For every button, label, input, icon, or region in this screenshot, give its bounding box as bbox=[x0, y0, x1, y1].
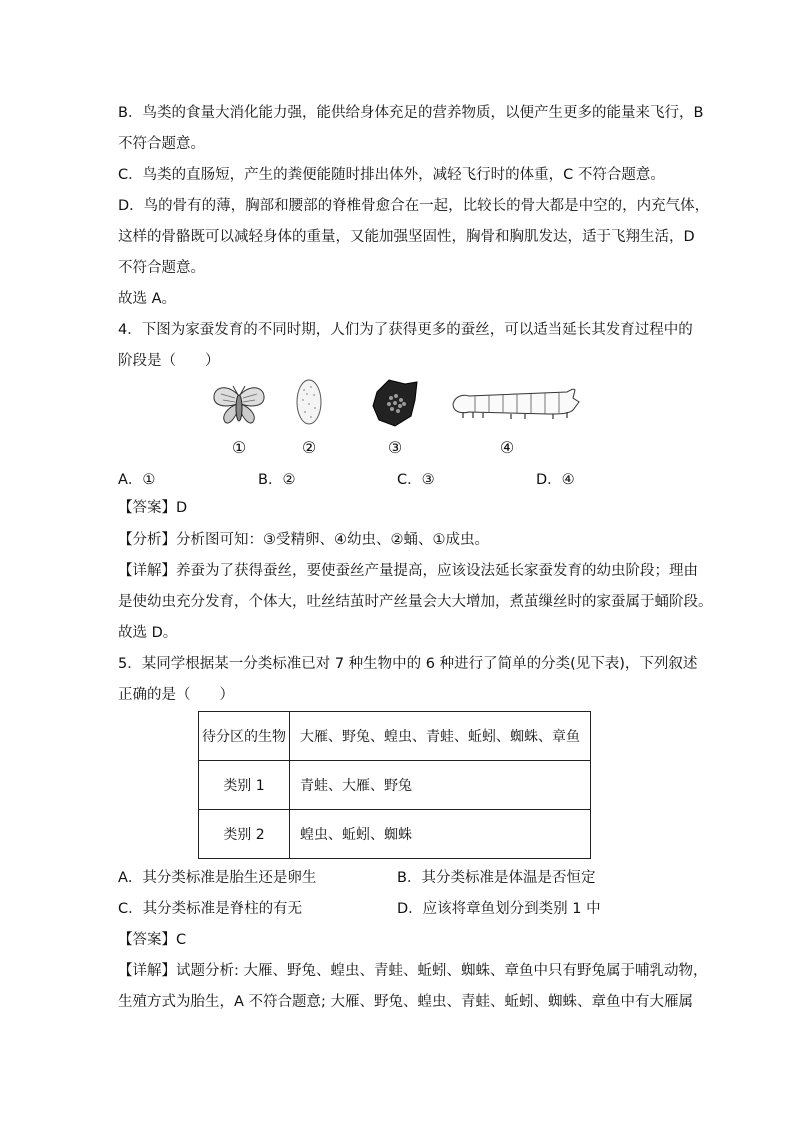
text-line: 故选 A。 bbox=[118, 291, 177, 307]
text-line: C．鸟类的直肠短，产生的粪便能随时排出体外，减轻飞行时的体重，C 不符合题意。 bbox=[118, 167, 665, 183]
table-row bbox=[199, 810, 591, 859]
option-a: A．① bbox=[118, 472, 156, 488]
detail-text: 【详解】试题分析: 大雁、野兔、蝗虫、青蛙、蚯蚓、蜘蛛、章鱼中只有野兔属于哺乳动物， bbox=[118, 963, 708, 979]
moth-icon bbox=[211, 382, 267, 432]
classification-table bbox=[198, 711, 591, 859]
table-row bbox=[199, 761, 591, 810]
option-a: A．其分类标准是胎生还是卵生 bbox=[118, 870, 317, 886]
table-cell: 蝗虫、蚯蚓、蜘蛛 bbox=[290, 810, 591, 859]
table-cell: 大雁、野兔、蝗虫、青蛙、蚯蚓、蜘蛛、章鱼 bbox=[290, 712, 591, 761]
cocoon-icon bbox=[295, 378, 323, 426]
larva-icon bbox=[449, 388, 581, 422]
detail-text: 是使幼虫充分发育，个体大，吐丝结茧时产丝量会大大增加，煮茧缫丝时的家蚕属于蛹阶段。 bbox=[118, 594, 713, 610]
option-c: C．③ bbox=[397, 472, 435, 488]
figure-label: ③ bbox=[387, 438, 403, 457]
text-line: 不符合题意。 bbox=[118, 136, 205, 152]
table-cell: 类别 2 bbox=[199, 810, 290, 859]
answer-label: 【答案】D bbox=[118, 500, 188, 516]
text-line: 这样的骨骼既可以减轻身体的重量，又能加强坚固性，胸骨和胸肌发达，适于飞翔生活，D bbox=[118, 229, 695, 245]
detail-text: 【详解】养蚕为了获得蚕丝，要使蚕丝产量提高，应该设法延长家蚕发育的幼虫阶段；理由 bbox=[118, 563, 698, 579]
text-line: D．鸟的骨有的薄，胸部和腰部的脊椎骨愈合在一起，比较长的骨大都是中空的，内充气体， bbox=[118, 198, 710, 214]
figure-label: ② bbox=[301, 438, 317, 457]
question-4-stem: 阶段是（ ） bbox=[118, 353, 220, 369]
answer-label: 【答案】C bbox=[118, 932, 187, 948]
question-4-stem: 4．下图为家蚕发育的不同时期，人们为了获得更多的蚕丝，可以适当延长其发育过程中的 bbox=[118, 322, 693, 338]
figure-label: ① bbox=[231, 438, 247, 457]
figure-label: ④ bbox=[499, 438, 515, 457]
table-cell: 青蛙、大雁、野兔 bbox=[290, 761, 591, 810]
table-row bbox=[199, 712, 591, 761]
eggs-on-leaf-icon bbox=[371, 378, 419, 428]
option-b: B．其分类标准是体温是否恒定 bbox=[397, 870, 596, 886]
silkworm-stages-figure bbox=[211, 376, 611, 456]
analysis-text: 【分析】分析图可知：③受精卵、④幼虫、②蛹、①成虫。 bbox=[118, 532, 489, 548]
table-cell: 待分区的生物 bbox=[199, 712, 290, 761]
detail-text: 故选 D。 bbox=[118, 625, 178, 641]
question-5-stem: 5．某同学根据某一分类标准已对 7 种生物中的 6 种进行了简单的分类(见下表)，下列叙述 bbox=[118, 656, 698, 672]
detail-text: 生殖方式为胎生，A 不符合题意; 大雁、野兔、蝗虫、青蛙、蚯蚓、蜘蛛、章鱼中有大雁属 bbox=[118, 994, 694, 1010]
option-b: B．② bbox=[258, 472, 296, 488]
text-line: 不符合题意。 bbox=[118, 260, 205, 276]
option-d: D．应该将章鱼划分到类别 1 中 bbox=[397, 901, 601, 917]
text-line: B．鸟类的食量大消化能力强，能供给身体充足的营养物质，以便产生更多的能量来飞行，B bbox=[118, 105, 704, 121]
option-d: D．④ bbox=[536, 472, 575, 488]
option-c: C．其分类标准是脊柱的有无 bbox=[118, 901, 303, 917]
question-5-stem: 正确的是（ ） bbox=[118, 687, 234, 703]
table-cell: 类别 1 bbox=[199, 761, 290, 810]
